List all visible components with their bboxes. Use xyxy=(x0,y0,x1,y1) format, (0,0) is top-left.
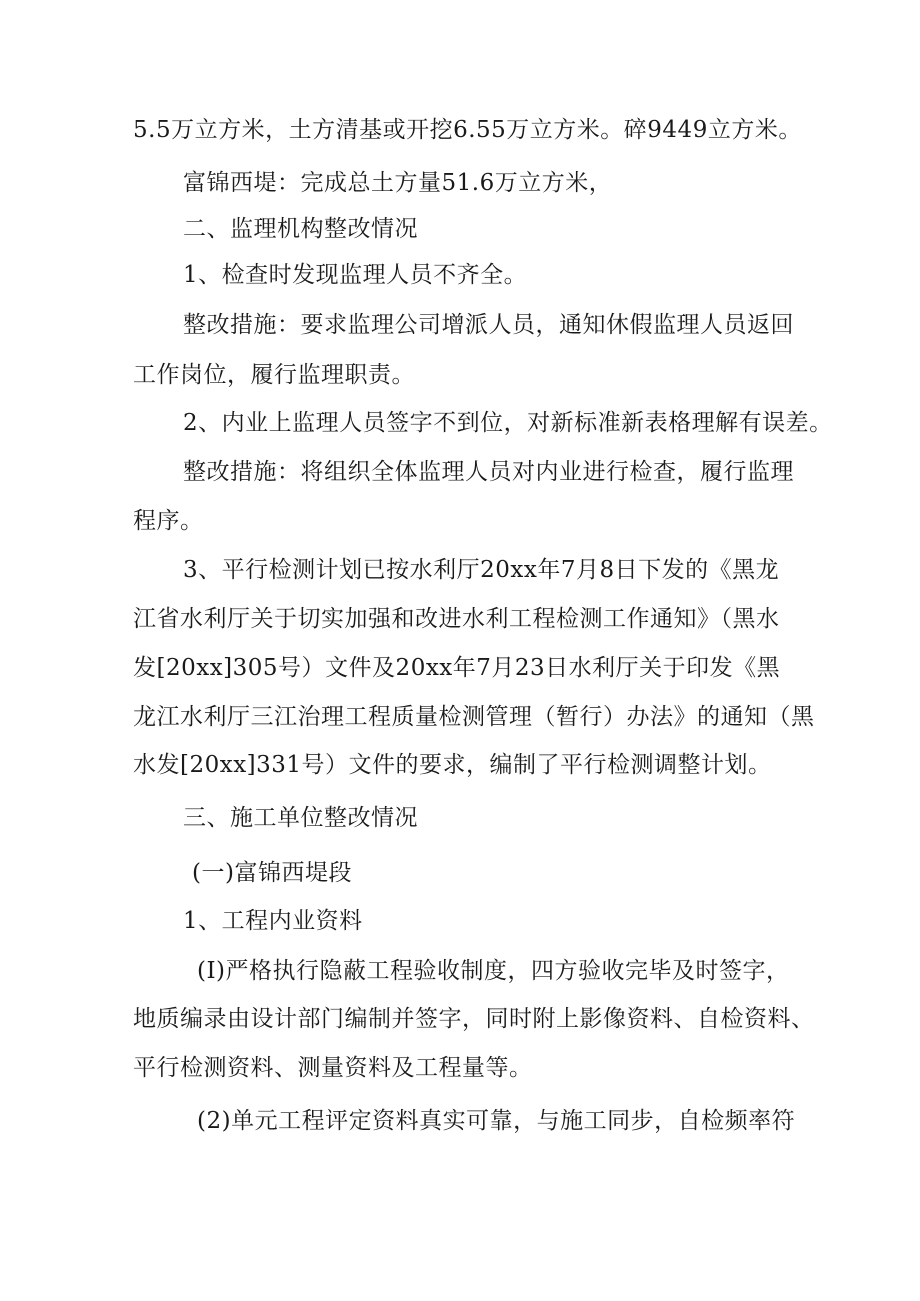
text-line-8: 整改措施：将组织全体监理人员对内业进行检查，履行监理 xyxy=(183,459,794,485)
text-line-5: 整改措施：要求监理公司增派人员，通知休假监理人员返回 xyxy=(183,312,794,338)
section-heading-2: 二、监理机构整改情况 xyxy=(183,216,418,242)
text-line-19: 地质编录由设计部门编制并签字，同时附上影像资料、自检资料、 xyxy=(133,1006,815,1032)
text-line-7: 2、内业上监理人员签字不到位，对新标准新表格理解有误差。 xyxy=(183,410,833,436)
subsection-heading: (一)富锦西堤段 xyxy=(192,860,352,886)
text-line-18: (I)严格执行隐蔽工程验收制度，四方验收完毕及时签字， xyxy=(197,958,790,984)
text-line-20: 平行检测资料、测量资料及工程量等。 xyxy=(133,1055,533,1081)
text-line-14: 水发[20xx]331号）文件的要求，编制了平行检测调整计划。 xyxy=(133,752,772,778)
text-line-6: 工作岗位，履行监理职责。 xyxy=(133,362,415,388)
text-line-9: 程序。 xyxy=(133,508,204,534)
text-line-11: 江省水利厅关于切实加强和改进水利工程检测工作通知》（黑水 xyxy=(133,606,780,632)
text-line-1: 5.5万立方米，土方清基或开挖6.55万立方米。碎9449立方米。 xyxy=(133,117,802,143)
text-line-13: 龙江水利厅三江治理工程质量检测管理（暂行）办法》的通知（黑 xyxy=(133,704,815,730)
text-line-17: 1、工程内业资料 xyxy=(183,908,363,934)
text-line-4: 1、检查时发现监理人员不齐全。 xyxy=(183,262,528,288)
section-heading-3: 三、施工单位整改情况 xyxy=(183,805,418,831)
text-line-10: 3、平行检测计划已按水利厅20xx年7月8日下发的《黑龙 xyxy=(183,557,780,583)
text-line-2: 富锦西堤：完成总土方量51.6万立方米， xyxy=(183,170,613,196)
text-line-21: (2)单元工程评定资料真实可靠，与施工同步，自检频率符 xyxy=(197,1108,796,1134)
text-line-12: 发[20xx]305号）文件及20xx年7月23日水利厅关于印发《黑 xyxy=(133,655,781,681)
